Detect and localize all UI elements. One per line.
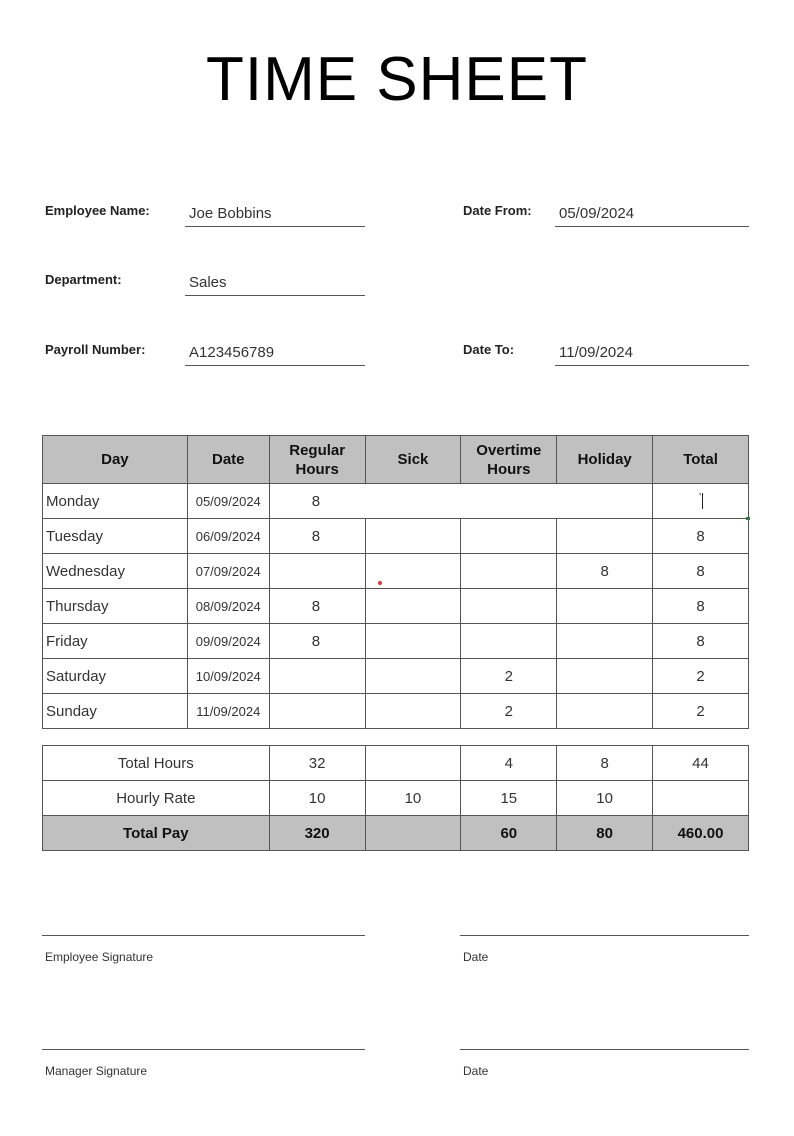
holiday-cell[interactable]: 8 [557,554,653,589]
employee-signature-line[interactable] [42,935,365,936]
day-cell[interactable]: Friday [43,624,188,659]
date-cell[interactable]: 07/09/2024 [187,554,269,589]
payroll-number-field[interactable]: A123456789 [185,336,365,366]
regular-pay[interactable]: 320 [269,816,365,851]
table-row [43,519,749,554]
total-regular-hours[interactable]: 32 [269,746,365,781]
total-rate[interactable] [653,781,749,816]
total-cell[interactable]: 8 [653,624,749,659]
sick-cell[interactable] [365,519,461,554]
date-from-label: Date From: [463,203,532,218]
day-cell[interactable]: Wednesday [43,554,188,589]
date-cell[interactable]: 10/09/2024 [187,659,269,694]
date-cell[interactable]: 05/09/2024 [187,484,269,519]
header-sick: Sick [365,436,461,484]
hours-table [42,435,749,729]
regular-hours-cell[interactable]: 8 [269,589,365,624]
employee-name-field[interactable]: Joe Bobbins [185,197,365,227]
sick-rate[interactable]: 10 [365,781,461,816]
grand-total-pay[interactable]: 460.00 [653,816,749,851]
department-label: Department: [45,272,122,287]
day-cell[interactable]: Tuesday [43,519,188,554]
header-regular-line2: Hours [295,460,339,478]
hourly-rate-label: Hourly Rate [43,781,270,816]
table-row [43,484,749,519]
text-cursor [702,493,703,509]
sick-cell[interactable] [365,589,461,624]
regular-hours-cell[interactable] [269,694,365,729]
overtime-cell[interactable] [461,554,557,589]
total-holiday-hours[interactable]: 8 [557,746,653,781]
total-hours-row [43,746,749,781]
cell-fill-handle[interactable] [746,517,750,520]
overtime-cell[interactable]: 2 [461,659,557,694]
total-cell[interactable]: 2 [653,659,749,694]
total-overtime-hours[interactable]: 4 [461,746,557,781]
department-field[interactable]: Sales [185,266,365,296]
grand-total-hours[interactable]: 44 [653,746,749,781]
header-regular-line1: Regular [289,441,346,459]
holiday-cell[interactable] [557,624,653,659]
regular-hours-cell[interactable] [269,554,365,589]
total-hours-label: Total Hours [43,746,270,781]
sick-pay[interactable] [365,816,461,851]
table-row [43,694,749,729]
holiday-cell[interactable] [557,484,653,519]
day-cell[interactable]: Thursday [43,589,188,624]
sick-cell[interactable] [365,484,461,519]
employee-signature-label: Employee Signature [45,950,154,964]
manager-date-label: Date [463,1064,489,1078]
sick-cell[interactable] [365,659,461,694]
payroll-number-label: Payroll Number: [45,342,146,357]
holiday-cell[interactable] [557,519,653,554]
overtime-cell[interactable] [461,589,557,624]
total-pay-label: Total Pay [43,816,270,851]
date-cell[interactable]: 11/09/2024 [187,694,269,729]
employee-date-line[interactable] [460,935,749,936]
total-cell[interactable]: 8 [653,554,749,589]
table-row [43,659,749,694]
overtime-rate[interactable]: 15 [461,781,557,816]
table-header-row [43,436,749,484]
manager-signature-line[interactable] [42,1049,365,1050]
regular-rate[interactable]: 10 [269,781,365,816]
manager-signature-label: Manager Signature [45,1064,148,1078]
header-overtime-hours [461,436,557,484]
date-cell[interactable]: 08/09/2024 [187,589,269,624]
header-date: Date [187,436,269,484]
overtime-cell[interactable]: 2 [461,694,557,729]
red-marker-dot [378,581,382,585]
date-cell[interactable]: 06/09/2024 [187,519,269,554]
regular-hours-cell[interactable]: 8 [269,484,365,519]
page-title: TIME SHEET [205,45,589,114]
total-cell[interactable]: 8 [653,589,749,624]
day-cell[interactable]: Saturday [43,659,188,694]
overtime-cell[interactable] [461,519,557,554]
table-row [43,624,749,659]
overtime-cell[interactable] [461,624,557,659]
sick-cell[interactable] [365,624,461,659]
date-cell[interactable]: 09/09/2024 [187,624,269,659]
header-holiday: Holiday [557,436,653,484]
header-overtime-line1: Overtime [476,441,542,459]
overtime-pay[interactable]: 60 [461,816,557,851]
date-from-field[interactable]: 05/09/2024 [555,197,749,227]
date-to-field[interactable]: 11/09/2024 [555,336,749,366]
header-total: Total [653,436,749,484]
holiday-cell[interactable] [557,694,653,729]
sick-cell[interactable] [365,694,461,729]
total-cell[interactable]: 2 [653,694,749,729]
total-cell-active[interactable] [653,484,749,519]
holiday-pay[interactable]: 80 [557,816,653,851]
holiday-rate[interactable]: 10 [557,781,653,816]
regular-hours-cell[interactable] [269,659,365,694]
text-cursor-tick: ' [699,492,702,503]
overtime-cell[interactable] [461,484,557,519]
date-to-label: Date To: [463,342,515,357]
employee-date-label: Date [463,950,489,964]
regular-hours-cell[interactable]: 8 [269,624,365,659]
day-cell[interactable]: Sunday [43,694,188,729]
regular-hours-cell[interactable]: 8 [269,519,365,554]
day-cell[interactable]: Monday [43,484,188,519]
total-cell[interactable]: 8 [653,519,749,554]
header-overtime-line2: Hours [487,460,531,478]
header-regular-hours [269,436,365,484]
holiday-cell[interactable] [557,659,653,694]
summary-table [42,745,749,851]
table-row [43,589,749,624]
employee-name-label: Employee Name: [45,203,150,218]
manager-date-line[interactable] [460,1049,749,1050]
total-pay-row [43,816,749,851]
hourly-rate-row [43,781,749,816]
table-row [43,554,749,589]
total-sick-hours[interactable] [365,746,461,781]
header-day: Day [43,436,188,484]
holiday-cell[interactable] [557,589,653,624]
